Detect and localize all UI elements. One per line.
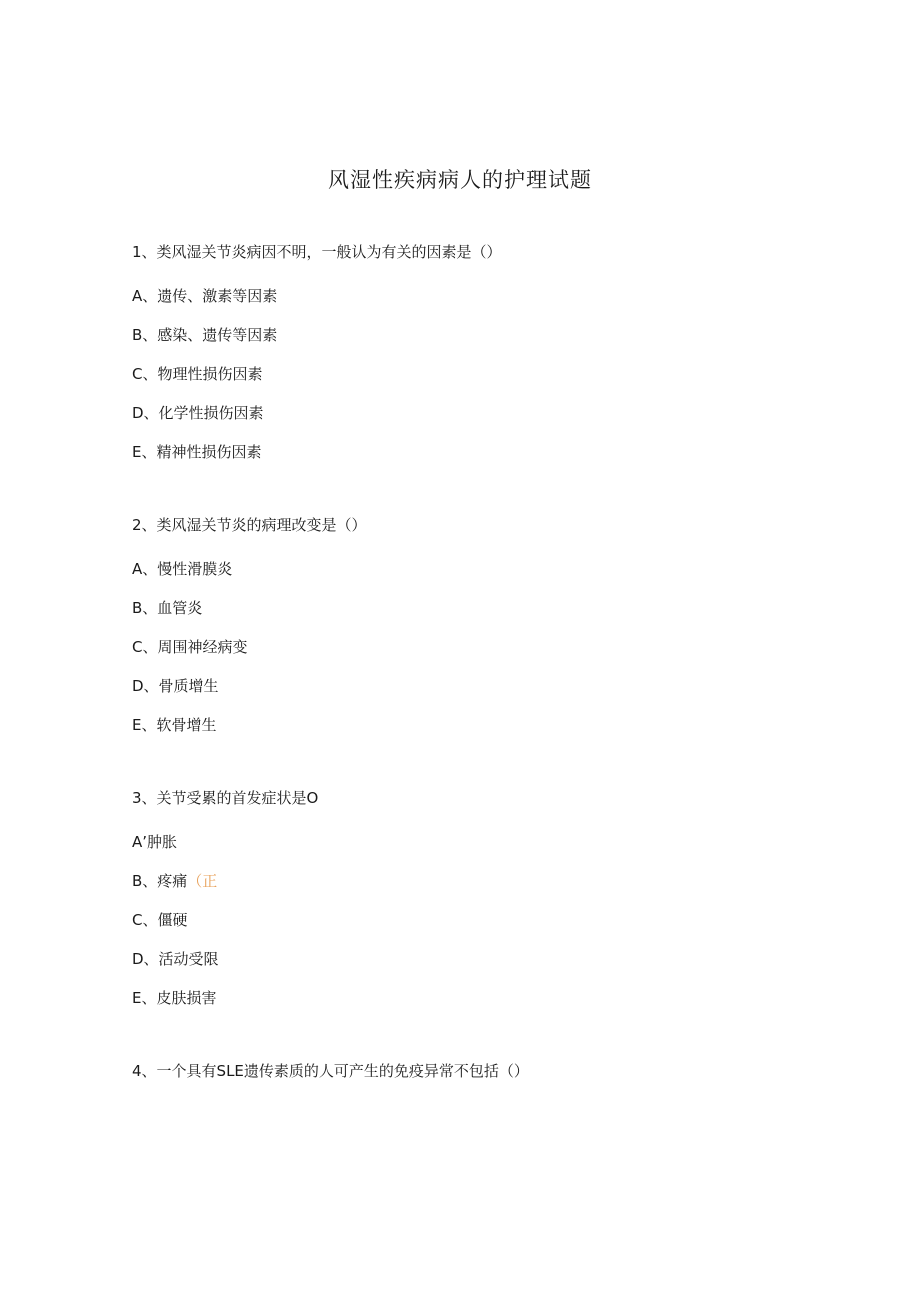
question-2-option-d: D、骨质增生 (132, 677, 219, 695)
question-1-option-e: E、精神性损伤因素 (132, 443, 262, 461)
question-2-option-a: A、慢性滑膜炎 (132, 560, 233, 578)
question-3-option-b-row (132, 871, 217, 891)
question-3-stem: 3、关节受累的首发症状是O (132, 789, 319, 807)
question-2-option-b: B、血管炎 (132, 599, 203, 617)
question-3-option-c: C、僵硬 (132, 911, 188, 929)
question-1-stem: 1、类风湿关节炎病因不明，一般认为有关的因素是（） (132, 243, 502, 261)
question-3-option-e: E、皮肤损害 (132, 989, 217, 1007)
question-4-stem: 4、一个具有SLE遗传素质的人可产生的免疫异常不包括（） (132, 1062, 529, 1080)
question-2-option-e: E、软骨增生 (132, 716, 217, 734)
question-1-option-a: A、遗传、激素等因素 (132, 287, 278, 305)
question-3-option-d: D、活动受限 (132, 950, 219, 968)
question-1-option-c: C、物理性损伤因素 (132, 365, 263, 383)
answer-mark: （正 (187, 872, 218, 890)
page-title: 风湿性疾病病人的护理试题 (328, 168, 592, 192)
question-3-option-b: B、疼痛 (132, 872, 188, 890)
question-3-option-a: A’肿胀 (132, 833, 178, 851)
question-1-option-b: B、感染、遗传等因素 (132, 326, 278, 344)
question-1-option-d: D、化学性损伤因素 (132, 404, 264, 422)
question-2-option-c: C、周围神经病变 (132, 638, 248, 656)
question-2-stem: 2、类风湿关节炎的病理改变是（） (132, 516, 367, 534)
